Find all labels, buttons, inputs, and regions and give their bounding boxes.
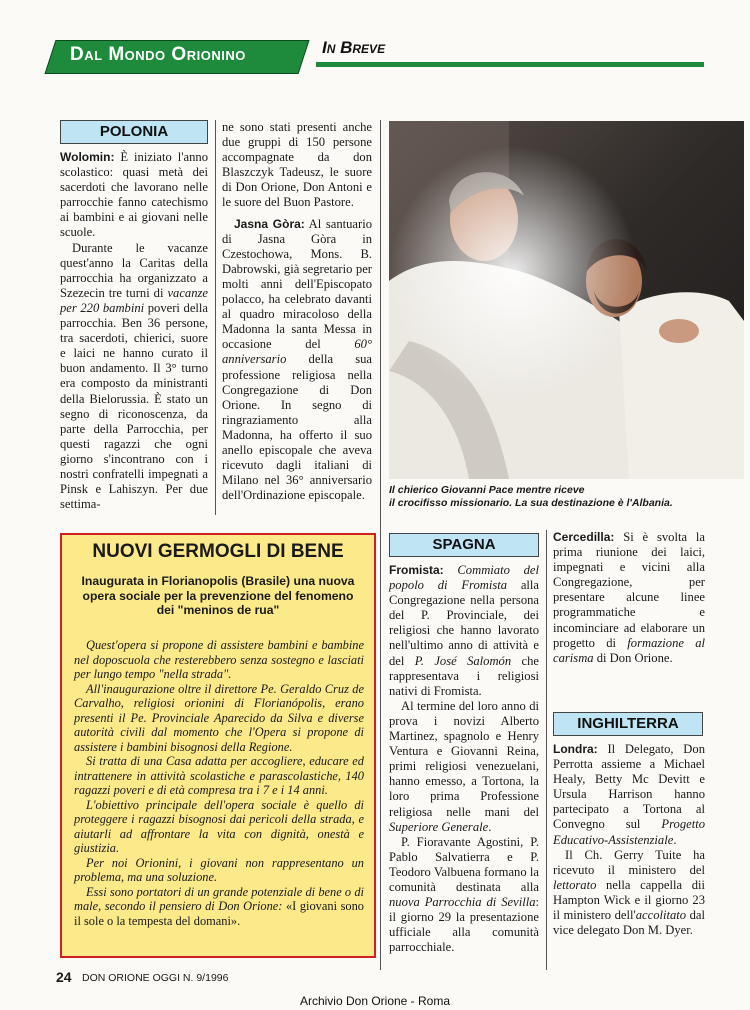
text-jasna-1: Al santuario di Jasna Gòra in Czestochowa, Mons. B. Dabrowski, già segretario per molti anni dell'Episcopato polacco, ha celebrato davanti al quadro miracoloso della Madonna la santa Messa in occasione del [222,216,372,352]
lead-cercedilla: Cercedilla: [553,530,615,544]
paragraph-wolomin [60,150,208,241]
column-rule [380,120,381,970]
feature-subtitle: Inaugurata in Florianopolis (Brasile) una nuova opera sociale per la prevenzione del fenomeno dei "meninos de rua" [81,574,355,617]
feature-paragraph: L'obiettivo principale dell'opera sociale è quello di proteggere i ragazzi bisognosi dai pericoli della strada, e aiutarli ad affrontare la vita con dignità, onestà e giustizia. [74,797,364,855]
subsection-title: In Breve [322,38,386,57]
magazine-issue: DON ORIONE OGGI N. 9/1996 [82,972,229,984]
heading-inghilterra: INGHILTERRA [553,712,703,736]
text-fromista-2: che rappresentava i religiosi nativi di Fromista. [389,653,539,698]
paragraph-vacanze [60,241,208,513]
paragraph-fromista [389,563,539,699]
text-cercedilla-1: Si è svolta la prima riunione dei laici, impegnati e vicini alla Congregazione, per presentare alcune linee programmatiche e incominciare ad elaborare un progetto di [553,530,705,650]
feature-paragraph [74,885,364,929]
section-title: Dal Mondo Orionino [70,44,246,65]
text-tuite-em2: accolitato [635,908,687,923]
paragraph-londra [553,742,705,848]
feature-quote: «I giovani sono il sole o la tempesta del domani». [74,899,364,928]
feature-paragraph: Si tratta di una Casa adatta per accogliere, educare ed intrattenere in attività scolastiche e parascolastiche, 140 ragazzi poveri e di età compresa tra i 7 e i 14 anni. [74,754,364,797]
cercedilla-column [553,530,705,666]
archive-credit: Archivio Don Orione - Roma [299,994,451,1008]
text-tuite-1: Il Ch. Gerry Tuite ha ricevuto il ministero del [553,847,705,877]
text-wolomin: È iniziato l'anno scolastico: quasi metà dei sacerdoti che lavorano nelle parrocchie fanno catechismo ai bambini e ai giovani nelle scuole. [60,150,208,240]
caption-line-1: Il chierico Giovanni Pace mentre riceve [389,484,585,496]
paragraph-cercedilla [553,530,705,666]
feature-paragraph: Per noi Orionini, i giovani non rappresentano un problema, ma una soluzione. [74,855,364,884]
paragraph-jasna [222,217,372,504]
text-tuite-em1: lettorato [553,877,597,892]
heading-polonia: POLONIA [60,120,208,144]
text-fromista-em2: P. José Salomón [414,653,512,668]
page-number: 24 [56,969,72,985]
lead-londra: Londra: [553,742,598,756]
feature-paragraph: All'inaugurazione oltre il direttore Pe. Geraldo Cruz de Carvalho, religiosi orionini di Florianópolis, erano presenti il Pe. Provinciale Aparecido da Silva e diverse autorità civili dal momento che l'Opera si propone di assistere i bambini bisognosi della Regione. [74,681,364,754]
text-jasna-em: 60° anniversario [222,337,372,367]
polonia-column-2 [222,120,372,503]
paragraph-novizi [389,699,539,835]
text-sevilla-em: nuova Parrocchia di Sevilla [389,895,536,910]
lead-jasna: Jasna Gòra: [234,216,305,231]
text-vacanze-2: poveri della parrocchia. Ben 36 persone, tra sacerdoti, chierici, suore e laici ne hanno curato il buon andamento. Il 3° turno era composto da ministranti della Bielorussia. È stato un segno di riconoscenza, da parte della Parrocchia, per questi ragazzi che ogni giorno s'incontrano con i nostri confratelli impegnati a Pinsk e Lahiszyn. Per due settima- [60,300,208,512]
text-sevilla-1: P. Fioravante Agostini, P. Pablo Salvatierra e P. Teodoro Valbuena formano la comunità destinata alla [389,834,539,894]
text-londra-em: Progetto Educativo-Assistenziale [553,817,705,847]
header-rule [316,62,704,67]
feature-title: NUOVI GERMOGLI DI BENE [92,541,344,562]
text-novizi-em: Superiore Generale [389,819,489,834]
photo-illustration [389,121,744,479]
lead-fromista: Fromista: [389,563,444,577]
text-tuite-2: nella cappella dii Hampton Wick e il giorno 23 il ministero dell' [553,877,705,923]
photo-ceremony [389,121,744,479]
text-vacanze-1: Durante le vacanze quest'anno la Caritas della parrocchia ha organizzato a Szezecin tre turni di [60,240,208,300]
inghilterra-column [553,742,705,938]
text-novizi-2: . [488,819,492,834]
text-tuite-3: dal vice delegato Don M. Dyer. [553,908,705,938]
text-cercedilla-2: di Don Orione. [593,650,673,665]
text-vacanze-em: vacanze per 220 bambini [60,285,208,315]
text-fromista-1: alla Congregazione nella persona del P. Provinciale, dei religiosi che hanno lavorato nell'ultimo anno di attività e del [389,578,539,668]
text-novizi-1: Al termine del loro anno di prova i novizi Alberto Martinez, spagnolo e Henry Ventura e Giovanni Reina, primi religiosi venezuelani, hanno emesso, a Tortona, la loro prima Professione religiosa nelle mani del [389,698,539,819]
heading-spagna: SPAGNA [389,533,539,557]
text-jasna-2: della sua professione religiosa nella Congregazione di Don Orione. In segno di ringraziamento alla Madonna, ha offerto il suo anello episcopale che aveva ricevuto dagli italiani di Milano nel 36° anniversario dell'Ordinazione episcopale. [222,352,372,503]
text-cercedilla-em: formazione al carisma [553,635,706,665]
text-londra-2: . [673,832,677,847]
lead-wolomin: Wolomin: [60,150,115,164]
polonia-column-1 [60,150,208,512]
feature-body [74,638,364,928]
paragraph-tuite [553,848,705,939]
paragraph-sevilla [389,835,539,956]
text-sevilla-2: : il giorno 29 la presentazione ufficiale alla comunità parrocchiale. [389,895,539,955]
feature-paragraph: Quest'opera si propone di assistere bambini e bambine nel doposcuola che resterebbero senza sostegno e lasciati per lungo tempo "nella strada". [74,638,364,681]
text-fromista-em1: Commiato del popolo di Fromista [389,563,539,593]
spagna-column [389,563,539,955]
feature-text: Essi sono portatori di un grande potenziale di bene o di male, secondo il pensiero di Don Orione: [74,884,364,913]
text-londra-1: Il Delegato, Don Perrotta assieme a Michael Healy, Betty Mc Devitt e Ursula Harrison hanno partecipato a Tortona al Convegno sul [553,742,705,832]
photo-caption [389,484,744,510]
paragraph-continuation: ne sono stati presenti anche due gruppi di 150 persone accompagnate da don Blaszczyk Tadeusz, le suore di Don Orione, Don Antoni e le suore del Buon Pastore. [222,120,372,210]
column-rule [546,530,547,970]
column-rule [215,120,216,515]
caption-line-2: il crocifisso missionario. La sua destinazione è l'Albania. [389,497,673,509]
